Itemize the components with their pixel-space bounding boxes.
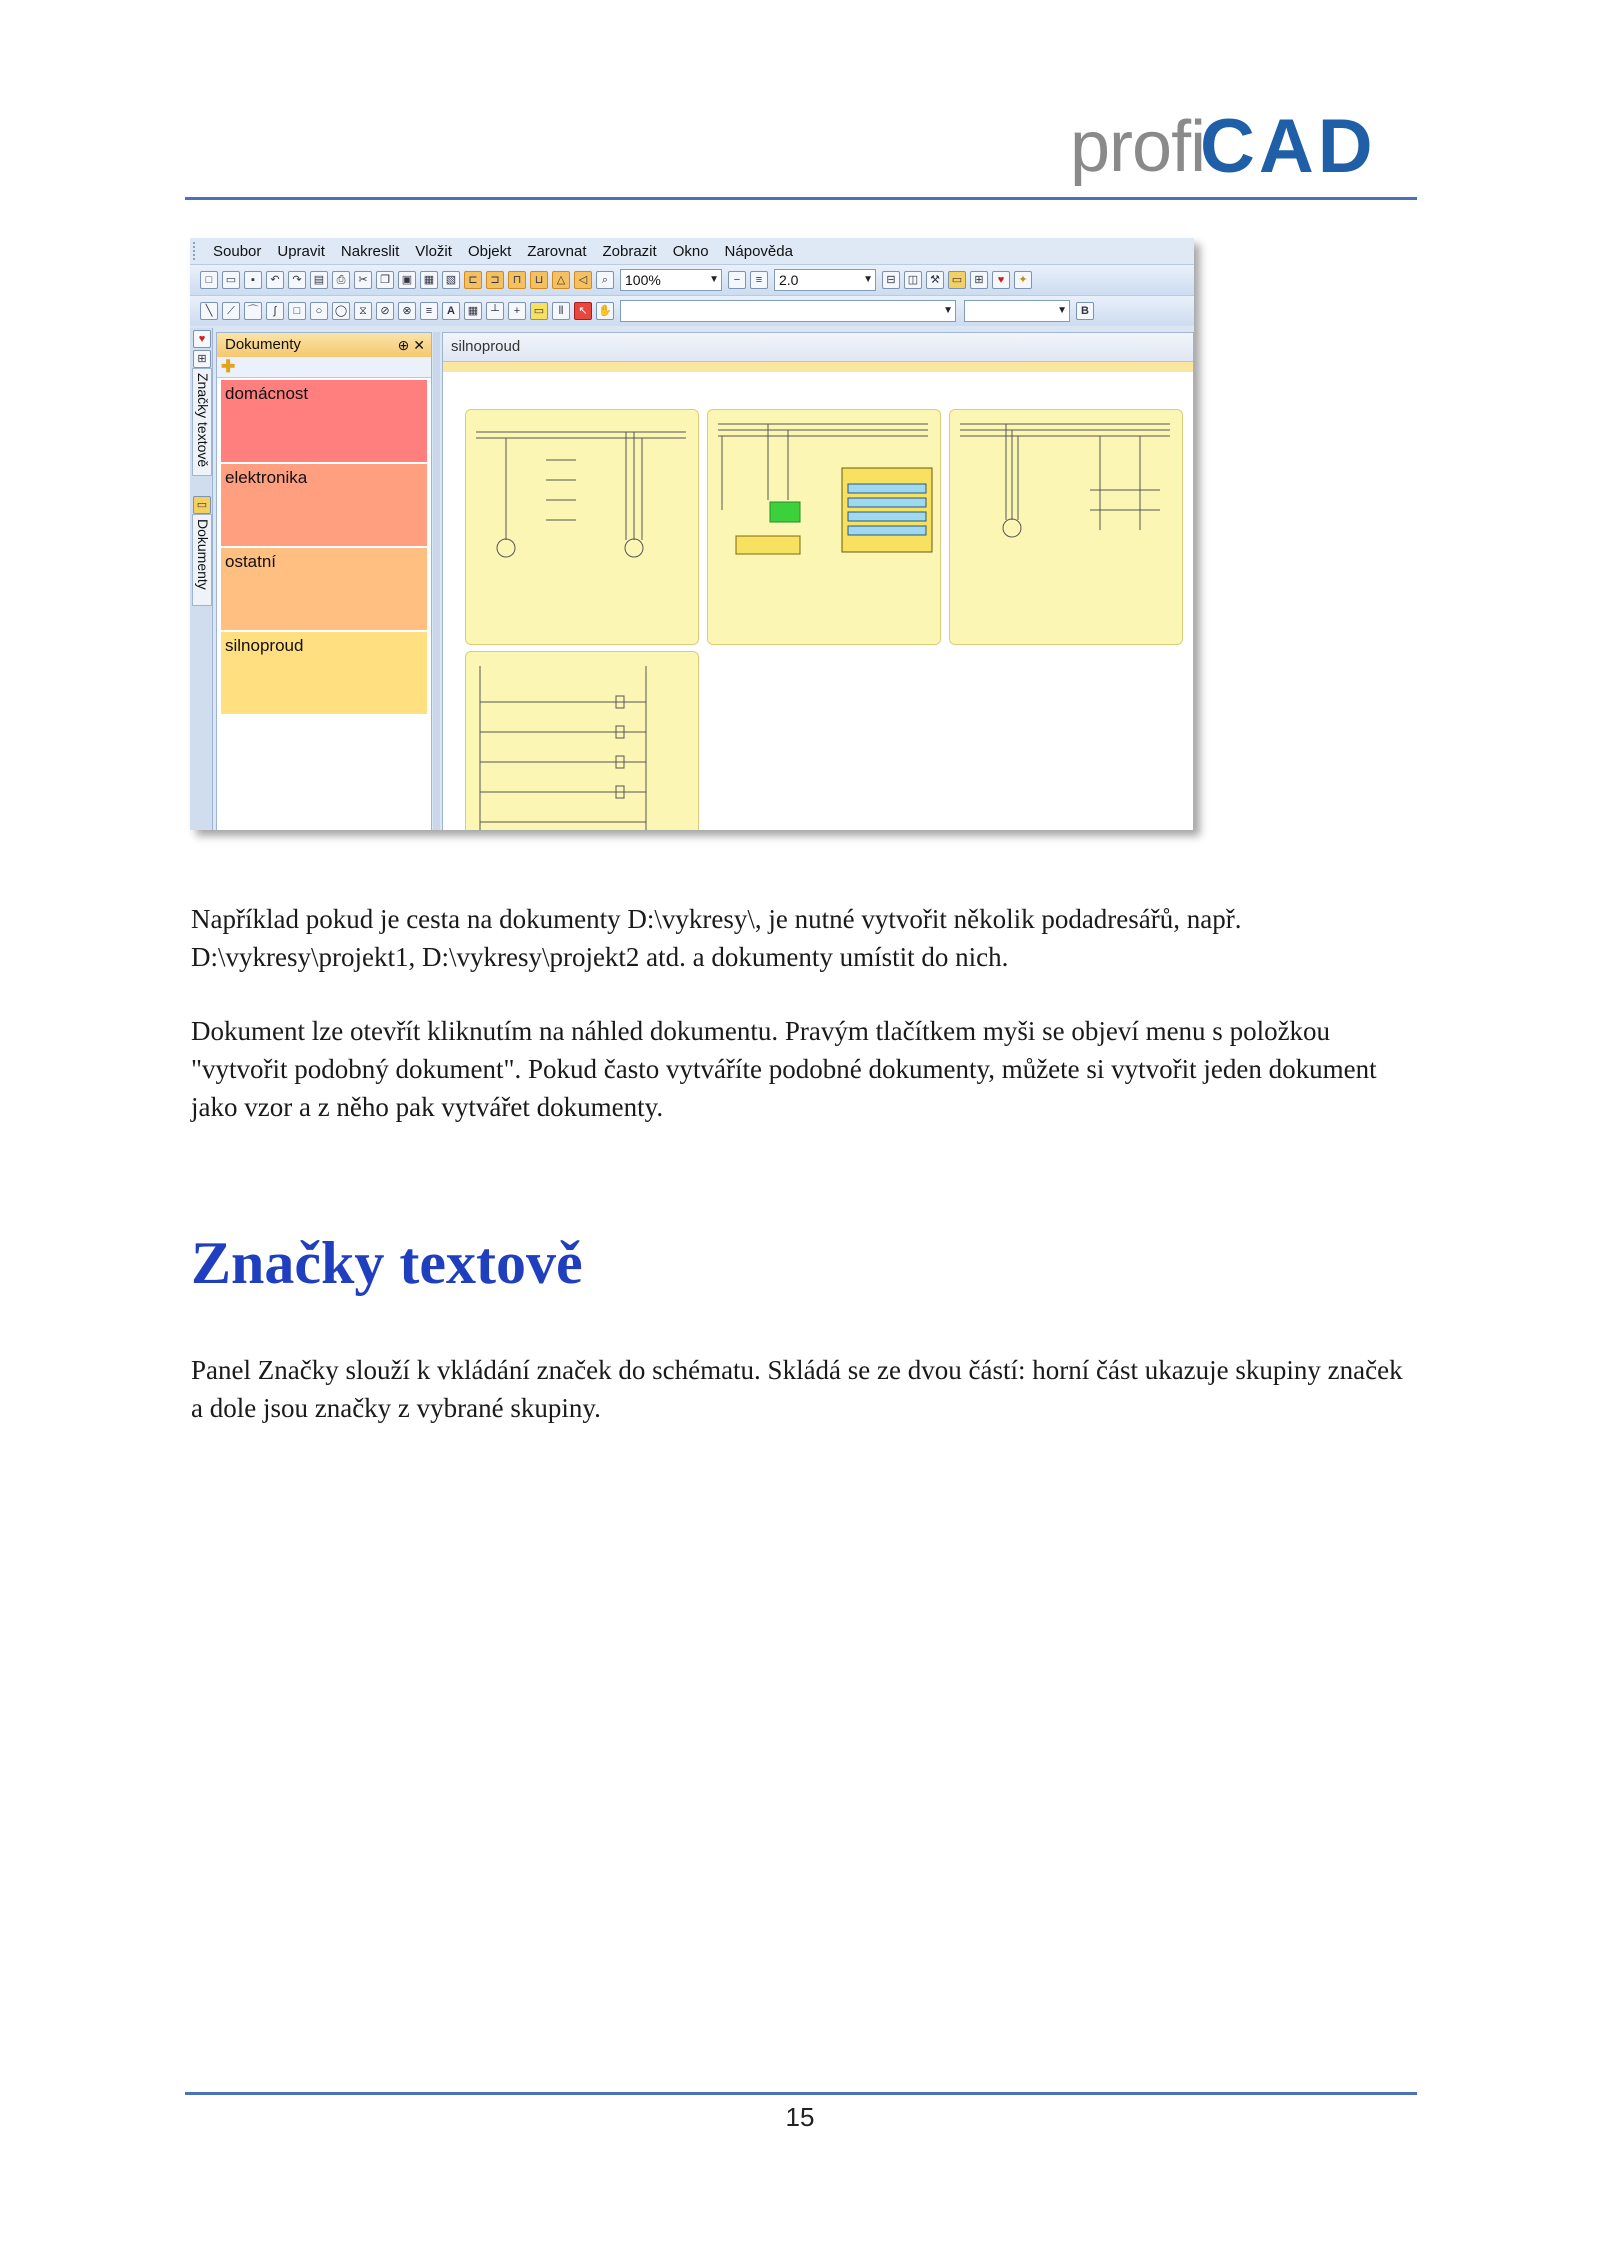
save-icon[interactable]: ▪: [244, 271, 262, 289]
curve-icon[interactable]: ∫: [266, 302, 284, 320]
panel-title: Dokumenty ⊕ ✕: [217, 333, 431, 357]
table-icon[interactable]: ▦: [464, 302, 482, 320]
documents-panel: [216, 332, 432, 830]
image-icon[interactable]: ▧: [442, 271, 460, 289]
menu-grip: [193, 242, 205, 260]
ellipse-icon[interactable]: ○: [310, 302, 328, 320]
logo-profi-text: profi: [1070, 107, 1206, 187]
paragraph-document-paths: Například pokud je cesta na dokumenty D:\vykresy\, je nutné vytvořit několik podadresářů, např. D:\vykresy\projekt1, D:\vykresy\projekt2 atd. a dokumenty umístit do nich.: [191, 904, 1242, 972]
export-icon[interactable]: ▦: [420, 271, 438, 289]
chevron-down-icon: ▼: [863, 274, 873, 285]
schematic-preview: [708, 410, 940, 644]
undo-icon[interactable]: ↶: [266, 271, 284, 289]
drawing-toolbar: [190, 295, 1194, 326]
menu-item-soubor[interactable]: Soubor: [213, 242, 262, 260]
tab-znacky-textove[interactable]: Značky textově: [192, 368, 212, 476]
open-folder-icon[interactable]: ▭: [222, 271, 240, 289]
document-thumbnail[interactable]: [707, 409, 941, 645]
grid-combo[interactable]: [774, 269, 876, 291]
align-center-icon[interactable]: ⊐: [486, 271, 504, 289]
logo-cad-text: CAD: [1200, 104, 1377, 189]
side-tab-strip: [190, 328, 213, 830]
preview-band: [443, 362, 1193, 372]
paragraph-symbols-panel: Panel Značky slouží k vkládání značek do schématu. Skládá se ze dvou částí: horní část ukazuje skupiny značek a dole jsou značky z vybrané skupiny.: [191, 1355, 1403, 1423]
no-symbol-icon[interactable]: ⊘: [376, 302, 394, 320]
zoom-out-icon[interactable]: −: [728, 271, 746, 289]
print-preview-icon[interactable]: ▤: [310, 271, 328, 289]
document-thumbnail[interactable]: [949, 409, 1183, 645]
hourglass-icon[interactable]: ⧖: [354, 302, 372, 320]
tools-icon[interactable]: ⚒: [926, 271, 944, 289]
panel-toolbar: [217, 357, 431, 378]
align-top-icon[interactable]: ⊔: [530, 271, 548, 289]
category-ostatni[interactable]: ostatní: [221, 548, 427, 630]
line-icon[interactable]: ╲: [200, 302, 218, 320]
cut-icon[interactable]: ✂: [354, 271, 372, 289]
columns-icon[interactable]: ◫: [904, 271, 922, 289]
folder-icon[interactable]: ▭: [948, 271, 966, 289]
new-file-icon[interactable]: □: [200, 271, 218, 289]
heart-icon[interactable]: ♥: [992, 271, 1010, 289]
category-silnoproud[interactable]: silnoproud: [221, 632, 427, 714]
circle-icon[interactable]: ◯: [332, 302, 350, 320]
panel-splitter[interactable]: [433, 332, 440, 830]
menu-item-napoveda[interactable]: Nápověda: [724, 242, 793, 260]
layout-icon[interactable]: ⊟: [882, 271, 900, 289]
select-arrow-icon[interactable]: ↖: [574, 302, 592, 320]
polyline-icon[interactable]: ⟋: [222, 302, 240, 320]
zoom-combo[interactable]: [620, 269, 722, 291]
bold-icon[interactable]: B: [1076, 302, 1094, 320]
redo-icon[interactable]: ↷: [288, 271, 306, 289]
chevron-down-icon: ▼: [943, 305, 953, 316]
menu-item-nakreslit[interactable]: Nakreslit: [340, 242, 400, 260]
folder-icon[interactable]: ▭: [193, 496, 211, 514]
header-rule: [185, 197, 1417, 200]
heart-icon[interactable]: ♥: [193, 330, 211, 348]
star-icon[interactable]: ✦: [1014, 271, 1032, 289]
lines-icon[interactable]: ≡: [420, 302, 438, 320]
schematic-preview: [466, 410, 698, 644]
tab-dokumenty[interactable]: Dokumenty: [192, 514, 212, 606]
junction-icon[interactable]: +: [508, 302, 526, 320]
chevron-down-icon: ▼: [1057, 305, 1067, 316]
symbol-combo[interactable]: [620, 300, 956, 322]
copy-icon[interactable]: ❐: [376, 271, 394, 289]
schematic-preview: [950, 410, 1182, 644]
category-domacnost[interactable]: domácnost: [221, 380, 427, 462]
menu-item-objekt[interactable]: Objekt: [467, 242, 512, 260]
wire-icon[interactable]: ┴: [486, 302, 504, 320]
menu-item-zarovnat[interactable]: Zarovnat: [527, 242, 587, 260]
section-heading: Značky textově: [191, 1230, 583, 1296]
app-screenshot: [190, 238, 1194, 830]
document-tab-title[interactable]: silnoproud: [443, 333, 1193, 362]
align-left-icon[interactable]: ⊏: [464, 271, 482, 289]
hand-icon[interactable]: ✋: [596, 302, 614, 320]
menu-item-upravit[interactable]: Upravit: [277, 242, 325, 260]
chevron-down-icon: ▼: [709, 274, 719, 285]
menu-item-zobrazit[interactable]: Zobrazit: [602, 242, 657, 260]
schematic-preview: [466, 652, 698, 830]
rotate-icon[interactable]: ◁: [574, 271, 592, 289]
paragraph-open-document: Dokument lze otevřít kliknutím na náhled dokumentu. Pravým tlačítkem myši se objeví menu s položkou "vytvořit podobný dokument". Pokud často vytváříte podobné dokumenty, můžete si vytvořit jeden dokument jako vzor a z něho pak vytvářet dokumenty.: [191, 1016, 1377, 1122]
network-icon[interactable]: ⊞: [970, 271, 988, 289]
document-thumbnail[interactable]: [465, 409, 699, 645]
menu-item-okno[interactable]: Okno: [672, 242, 709, 260]
network-icon[interactable]: ⊞: [193, 350, 211, 368]
zoom-icon[interactable]: ⌕: [596, 271, 614, 289]
standard-toolbar: [190, 264, 1194, 295]
align-right-icon[interactable]: ⊓: [508, 271, 526, 289]
cross-circle-icon[interactable]: ⊗: [398, 302, 416, 320]
font-combo[interactable]: [964, 300, 1070, 322]
print-icon[interactable]: ⎙: [332, 271, 350, 289]
document-thumbnail[interactable]: [465, 651, 699, 830]
category-elektronika[interactable]: elektronika: [221, 464, 427, 546]
align-bottom-icon[interactable]: △: [552, 271, 570, 289]
panel-pin-close-icon[interactable]: ⊕ ✕: [397, 337, 425, 353]
menu-bar: [190, 238, 1194, 264]
bus-icon[interactable]: ⦀: [552, 302, 570, 320]
add-folder-icon[interactable]: ✚: [221, 357, 236, 376]
label-icon[interactable]: ▭: [530, 302, 548, 320]
zoom-value: 100%: [625, 272, 661, 288]
paste-icon[interactable]: ▣: [398, 271, 416, 289]
grid-value: 2.0: [779, 272, 799, 288]
menu-item-vlozit[interactable]: Vložit: [415, 242, 452, 260]
proficad-logo: [1070, 102, 1410, 192]
grid-icon[interactable]: ≡: [750, 271, 768, 289]
arc-icon[interactable]: ⌒: [244, 302, 262, 320]
document-preview-area: [442, 332, 1194, 830]
text-icon[interactable]: A: [442, 302, 460, 320]
footer-rule: [185, 2092, 1417, 2095]
rectangle-icon[interactable]: □: [288, 302, 306, 320]
page-number: 15: [785, 2102, 815, 2132]
